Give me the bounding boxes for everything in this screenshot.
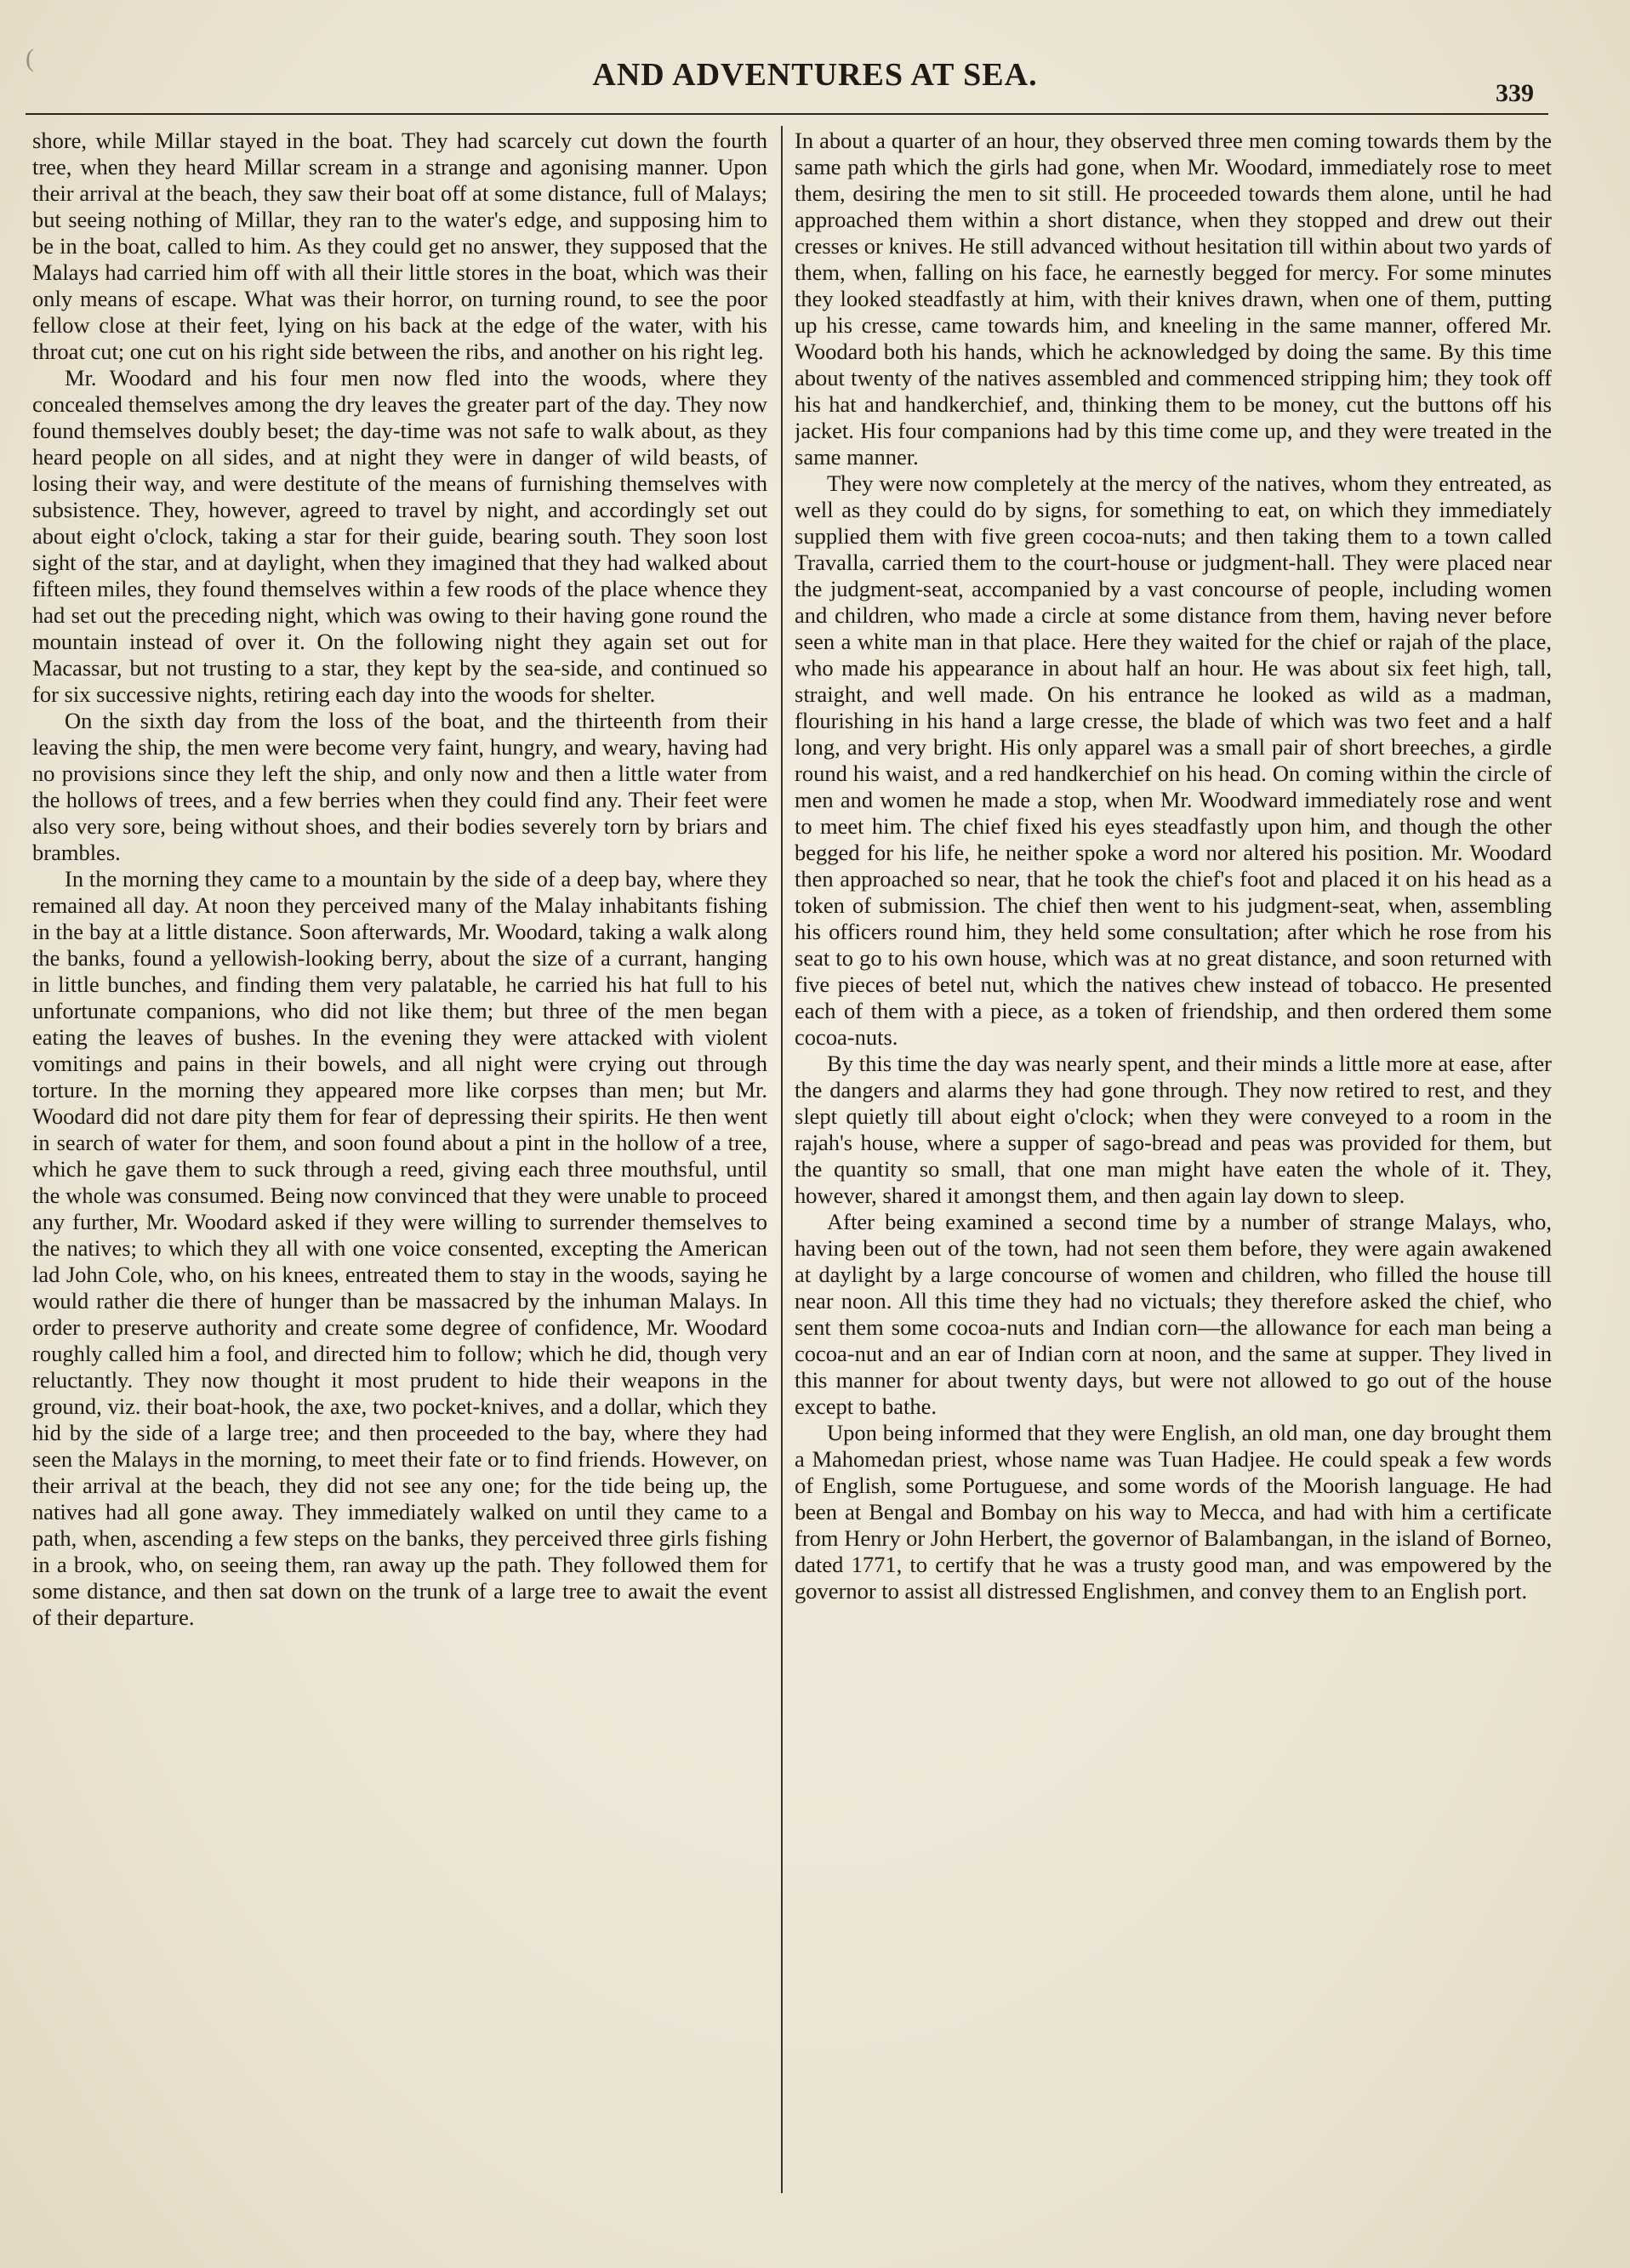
paragraph: In the morning they came to a mountain by the side of a deep bay, where they remained all day. At noon they perceived many of the Malay inhabitants fishing in the bay at a little distance. Soon afterwards, Mr. Woodard, taking a walk along the banks, found a yellowish-looking berry, about the size of a currant, hanging in little bunches, and finding them very palatable, he carried his hat full to his unfortunate companions, who did not like them; but three of the men began eating the leaves of bushes. In the evening they were attacked with violent vomitings and pains in their bowels, and all night were crying out through torture. In the morning they appeared more like corpses than men; but Mr. Woodard did not dare pity them for fear of depressing their spirits. He then went in search of water for them, and soon found about a pint in the hollow of a tree, which he gave them to suck through a reed, giving each three mouthsful, until the whole was consumed. Being now convinced that they were unable to proceed any further, Mr. Woodard asked if they were willing to surrender themselves to the natives; to which they all with one voice consented, excepting the American lad John Cole, who, on his knees, entreated them to stay in the woods, saying he would rather die there of hunger than be massacred by the inhuman Malays. In order to preserve authority and create some degree of confidence, Mr. Woodard roughly called him a fool, and directed him to follow; which he did, though very reluctantly. They now thought it most prudent to hide their weapons in the ground, viz. their boat-hook, the axe, two pocket-knives, and a dollar, which they hid by the side of a large tree; and then proceeded to the bay, where they had seen the Malays in the morning, to meet their fate or to find friends. However, on their arrival at the beach, they did not see any one; for the tide being up, the natives had all gone away. They immediately walked on until they came to a path, when, ascending a few steps on the banks, they perceived three girls fishing in a brook, who, on seeing them, ran away up the path. They followed them for some distance, and then sat down on the trunk of a large tree to await the event of their departure. (32, 866, 767, 1630)
paragraph: Mr. Woodard and his four men now fled into the woods, where they concealed themselves among the dry leaves the greater part of the day. They now found themselves doubly beset; the day-time was not safe to walk about, as they heard people on all sides, and at night they were in danger of wild beasts, of losing their way, and were destitute of the means of furnishing themselves with subsistence. They, however, agreed to travel by night, and accordingly set out about eight o'clock, taking a star for their guide, bearing south. They soon lost sight of the star, and at daylight, when they imagined that they had walked about fifteen miles, they found themselves within a few roods of the place whence they had set out the preceding night, which was owing to their having gone round the mountain instead of over it. On the following night they again set out for Macassar, but not trusting to a star, they kept by the sea-side, and continued so for six successive nights, retiring each day into the woods for shelter. (32, 365, 767, 707)
paragraph: After being examined a second time by a number of strange Malays, who, having been out of the town, had not seen them before, they were again awakened at daylight by a large concourse of women and children, who filled the house till near noon. All this time they had no victuals; they therefore asked the chief, who sent them some cocoa-nuts and Indian corn—the allowance for each man being a cocoa-nut and an ear of Indian corn at noon, and the same at supper. They lived in this manner for about twenty days, but were not allowed to go out of the house except to bathe. (795, 1209, 1552, 1419)
running-title: AND ADVENTURES AT SEA. (592, 57, 1038, 93)
paragraph: On the sixth day from the loss of the boat, and the thirteenth from their leaving the ship, the men were become very faint, hungry, and weary, having had no provisions since they left the ship, and only now and then a little water from the hollows of trees, and a few berries when they could find any. Their feet were also very sore, being without shoes, and their bodies severely torn by briars and brambles. (32, 708, 767, 865)
paragraph: In about a quarter of an hour, they observed three men coming towards them by the same path which the girls had gone, when Mr. Woodard, immediately rose to meet them, desiring the men to sit still. He proceeded towards them alone, until he had approached them within a short distance, when they stopped and drew out their cresses or knives. He still advanced without hesitation till within about two yards of them, when, falling on his face, he earnestly begged for mercy. For some minutes they looked steadfastly at him, with their knives drawn, when one of them, putting up his cresse, came towards him, and kneeling in the same manner, offered Mr. Woodard both his hands, which he acknowledged by doing the same. By this time about twenty of the natives assembled and commenced stripping him; they took off his hat and handkerchief, and, thinking them to be money, cut the buttons off his jacket. His four companions had by this time come up, and they were treated in the same manner. (795, 128, 1552, 470)
page-number: 339 (1496, 79, 1534, 107)
left-column (32, 128, 767, 2203)
paragraph: Upon being informed that they were English, an old man, one day brought them a Mahomedan priest, whose name was Tuan Hadjee. He could speak a few words of English, some Portuguese, and some words of the Moorish language. He had been at Bengal and Bombay on his way to Mecca, and had with him a certificate from Henry or John Herbert, the governor of Balambangan, in the island of Borneo, dated 1771, to certify that he was a trusty good man, and was empowered by the governor to assist all distressed Englishmen, and convey them to an English port. (795, 1420, 1552, 1604)
header-rule (26, 113, 1548, 115)
gutter-mark: ( (26, 44, 34, 72)
paragraph: shore, while Millar stayed in the boat. They had scarcely cut down the fourth tree, when they heard Millar scream in a strange and agonising manner. Upon their arrival at the beach, they saw their boat off at some distance, full of Malays; but seeing nothing of Millar, they ran to the water's edge, and supposing him to be in the boat, called to him. As they could get no answer, they supposed that the Malays had carried him off with all their little stores in the boat, which was their only means of escape. What was their horror, on turning round, to see the poor fellow close at their feet, lying on his back at the edge of the water, with his throat cut; one cut on his right side between the ribs, and another on his right leg. (32, 128, 767, 364)
column-divider (781, 126, 783, 2193)
right-column (795, 128, 1552, 2203)
page-header (0, 56, 1630, 107)
paragraph: By this time the day was nearly spent, and their minds a little more at ease, after the dangers and alarms they had gone through. They now retired to rest, and they slept quietly till about eight o'clock; when they were conveyed to a room in the rajah's house, where a supper of sago-bread and peas was provided for them, but the quantity so small, that one man might have eaten the whole of it. They, however, shared it amongst them, and then again lay down to sleep. (795, 1051, 1552, 1208)
paragraph: They were now completely at the mercy of the natives, whom they entreated, as well as they could do by signs, for something to eat, on which they immediately supplied them with five green cocoa-nuts; and then taking them to a town called Travalla, carried them to the court-house or judgment-hall. They were placed near the judgment-seat, accompanied by a vast concourse of people, including women and children, who made a circle at some distance from them, having never before seen a white man in that place. Here they waited for the chief or rajah of the place, who made his appearance in about half an hour. He was about six feet high, tall, straight, and well made. On his entrance he looked as wild as a madman, flourishing in his hand a large cresse, the blade of which was two feet and a half long, and very bright. His only apparel was a small pair of short breeches, a girdle round his waist, and a red handkerchief on his head. On coming within the circle of men and women he made a stop, when Mr. Woodward immediately rose and went to meet him. The chief fixed his eyes steadfastly upon him, and though the other begged for his life, he neither spoke a word nor altered his position. Mr. Woodard then approached so near, that he took the chief's foot and placed it on his head as a token of submission. The chief then went to his judgment-seat, when, assembling his officers round him, they held some consultation; after which he rose from his seat to go to his own house, which was at no great distance, and soon returned with five pieces of betel nut, which the natives chew instead of tobacco. He presented each of them with a piece, as a token of friendship, and then ordered them some cocoa-nuts. (795, 470, 1552, 1050)
